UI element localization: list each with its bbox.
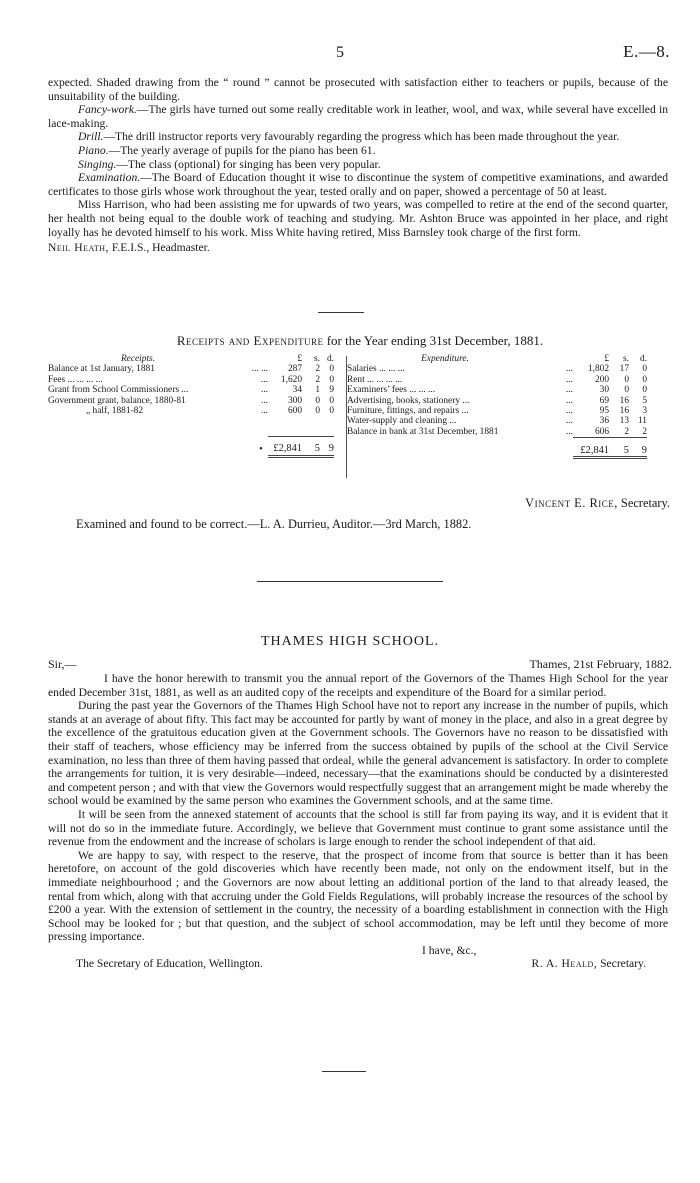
letter-addressee: The Secretary of Education, Wellington. [76,957,263,971]
expenditure-label: Water-supply and cleaning ... [347,416,457,427]
table-row [48,406,334,416]
table-row [48,385,334,395]
receipts-total-row: • £2,841 5 9 [259,443,334,456]
receipt-pence: 0 [329,374,334,385]
expenditure-total-pence: 9 [629,446,647,458]
leader-dots: ... ... [251,364,268,375]
receipt-shillings: 1 [315,385,320,396]
section-divider [322,1071,366,1072]
piano-paragraph [48,144,668,158]
expenditure-shillings: 17 [619,364,629,375]
drill-label: Drill. [78,130,104,144]
receipt-label: Fees ... ... ... ... [48,374,103,385]
receipt-pounds: 1,620 [280,374,302,385]
receipt-pence: 0 [329,395,334,406]
salutation: Sir,— [48,657,77,671]
receipts-total-pounds: £2,841 [268,444,302,456]
expenditure-total-row [347,446,647,458]
secretary-name: Vincent E. Rice, [525,496,618,510]
headmaster-name: Neil Heath, [48,241,109,255]
letter-signer-title: Secretary. [600,957,646,971]
expenditure-total-shillings: 5 [609,446,629,458]
receipts-total-pence: 9 [320,444,334,456]
examination-text: —The Board of Education thought it wise to discontinue the system of competitive examinations, and awarded certificates to those girls whose work throughout the year, tested orally and on paper, showed a percentage of 50 at least. [48,171,668,198]
accounts-title-rest: for the Year ending 31st December, 1881. [326,333,544,348]
fancy-work-text: —The girls have turned out some really creditable work in leather, wool, and wax, while several have excelled in lace-making. [48,103,668,130]
drill-paragraph [48,130,668,144]
secretary-signature [300,496,670,511]
expenditure-pence: 0 [642,385,647,396]
letter-paragraph: I have the honor herewith to transmit you the annual report of the Governors of the Thames High School for the year ended December 31st, 1881, as well as an audited copy of the receipts and expenditure of the Board for a similar period. [48,672,668,699]
receipt-pence: 9 [329,385,334,396]
leader-dots: ... [260,406,268,417]
expenditure-pounds: 69 [599,395,609,406]
receipt-label: „ half, 1881-82 [86,406,144,417]
leader-dots: ... [260,395,268,406]
report-paragraph: expected. Shaded drawing from the “ round ” cannot be prosecuted with satisfaction either to teachers or pupils, because of the unsuitability of the building. [48,76,668,103]
letter-signature [532,957,647,971]
currency-shillings: s. [314,354,320,364]
expenditure-label: Examiners’ fees ... ... ... [347,385,436,396]
letter-paragraph: We are happy to say, with respect to the reserve, that the prospect of income from that source is better than it has been heretofore, on account of the gold discoveries which have recently been made, not only on the endowment itself, but in the immediate neighbourhood ; and the Governors are now about letting an additional portion of the land to that already leased, the rental from which, along with that accruing under the Gold Fields Regulations, will probably increase the resources of the school by £200 a year. With the extension of settlement in the country, the necessity of a boarding establishment in connection with the High School may be looked for ; but that question, and the subject of school accommodation, may be left until they become of more pressing importance. [48,848,668,944]
piano-text: —The yearly average of pupils for the piano has been 61. [108,143,376,157]
letter-footer [48,957,668,971]
currency-pence: d. [639,354,647,364]
expenditure-pence: 5 [642,395,647,406]
receipts-total-shillings: 5 [302,444,320,456]
table-row [347,416,647,426]
expenditure-pence: 0 [642,364,647,375]
expenditure-pounds: 36 [599,416,609,427]
singing-text: —The class (optional) for singing has been very popular. [116,157,381,171]
expenditure-pounds: 30 [599,385,609,396]
expenditure-pence: 0 [642,374,647,385]
leader-dots: ... [565,374,573,385]
table-row [347,375,647,385]
leader-dots: ... [565,406,573,417]
expenditure-shillings: 16 [619,406,629,417]
receipts-heading: Receipts. [120,354,156,364]
headmaster-title: F.E.I.S., Headmaster. [111,241,210,255]
page-number: 5 [336,44,344,61]
receipt-pounds: 600 [287,406,302,417]
singing-paragraph [48,158,668,172]
expenditure-shillings: 0 [624,374,629,385]
letter-closing: I have, &c., [422,943,477,957]
fancy-work-paragraph [48,103,668,130]
expenditure-shillings: 13 [619,416,629,427]
leader-dots: ... [565,364,573,375]
section-divider [318,312,364,313]
receipt-shillings: 2 [315,374,320,385]
table-row [48,396,334,406]
auditor-statement: Examined and found to be correct.—L. A. Durrieu, Auditor.—3rd March, 1882. [76,517,472,531]
receipt-pence: 0 [329,364,334,375]
expenditure-shillings: 0 [624,385,629,396]
receipt-label: Balance at 1st January, 1881 [48,364,155,375]
leader-dots: ... [565,416,573,427]
expenditure-heading: Expenditure. [421,354,469,364]
drill-text: —The drill instructor reports very favourably regarding the progress which has been made throughout the year. [103,130,620,144]
headmaster-signature [48,241,668,255]
expenditure-shillings: 2 [624,426,629,437]
table-row [347,396,647,406]
table-row [347,364,647,374]
expenditure-pounds: 200 [594,374,609,385]
receipt-pounds: 287 [287,364,302,375]
expenditure-label: Balance in bank at 31st December, 1881 [347,427,499,438]
receipts-table [48,354,334,458]
expenditure-pounds: 606 [594,426,609,437]
letter-date: Thames, 21st February, 1882. [529,657,672,671]
piano-label: Piano. [78,143,109,157]
receipt-pence: 0 [329,406,334,417]
leader-dots: ... [565,385,573,396]
examination-paragraph [48,171,668,198]
receipt-shillings: 0 [315,395,320,406]
currency-pounds: £ [604,354,609,364]
table-row [347,406,647,416]
receipt-pounds: 34 [292,385,302,396]
receipt-shillings: 2 [315,364,320,375]
expenditure-pounds: 1,802 [587,364,609,375]
receipt-label: Government grant, balance, 1880-81 [48,395,186,406]
document-reference: E.—8. [623,42,670,61]
receipt-pounds: 300 [287,395,302,406]
expenditure-label: Advertising, books, stationery ... [347,395,470,406]
letter-body [48,672,668,971]
secretary-title: Secretary. [620,496,670,510]
leader-dots: ... [565,427,573,438]
letter-paragraph: During the past year the Governors of the Thames High School have not to report any increase in the number of pupils, which stands at an average of about fifty. This fact may be accounted for partly by want of money in the place, and also in a great degree by the excellence of the gratuitous education given at the Government schools. The Governors have no reason to be dissatisfied with their staff of teachers, whose efficiency may be inferred from the success obtained by pupils of the school at the Civil Service examination, no less than three of them having passed that ordeal, while the general advancement is satisfactory. In order to complete the arrangements for tuition, it is very desirable—indeed, necessary—that the examinations should be conducted by a disinterested and competent person ; and with that view the Governors would respectfully suggest that an arrangement might be made whereby the school would be examined by the same person who examines the Government schools, and at the same time. [48,699,668,808]
letter-paragraph: It will be seen from the annexed statement of accounts that the school is still far from paying its way, and it is evident that it will not do so in the immediate future. Accordingly, we believe that Government must continue to grant some assistance until the revenue from the endowment and the increase of scholars is large enough to render the school independent of that aid. [48,807,668,849]
expenditure-pence: 2 [642,426,647,437]
receipt-shillings: 0 [315,406,320,417]
singing-label: Singing. [78,157,117,171]
table-row [48,375,334,385]
currency-pounds: £ [297,354,302,364]
expenditure-header-row [347,354,647,364]
table-row [48,364,334,374]
receipts-header-row [48,354,334,364]
expenditure-label: Salaries ... ... ... [347,364,405,375]
expenditure-pounds: 95 [599,406,609,417]
expenditure-pence: 3 [642,406,647,417]
receipt-label: Grant from School Commissioners ... [48,385,189,396]
expenditure-label: Rent ... ... ... ... [347,374,403,385]
fancy-work-label: Fancy-work. [78,103,137,117]
expenditure-table [347,354,647,459]
table-row [347,427,647,438]
leader-dots: ... [565,395,573,406]
staff-paragraph: Miss Harrison, who had been assisting me for upwards of two years, was compelled to retire at the end of the second quarter, her health not being equal to the double work of teaching and studying. Mr. Ashton Bruce was appointed in her place, and right loyally has he devoted himself to his work. Miss White having retired, Miss Barnsley took charge of the first form. [48,198,668,239]
currency-shillings: s. [623,354,629,364]
report-section [48,76,668,255]
school-title: THAMES HIGH SCHOOL. [260,634,440,649]
letter-signer-name: R. A. Heald, [531,957,598,971]
accounts-title [100,333,620,349]
section-divider [257,581,443,582]
currency-pence: d. [326,354,334,364]
expenditure-pence: 11 [637,416,647,427]
examination-label: Examination. [78,171,141,185]
accounts-title-caps: Receipts and Expenditure [176,333,324,348]
expenditure-label: Furniture, fittings, and repairs ... [347,406,469,417]
leader-dots: ... [260,374,268,385]
expenditure-shillings: 16 [619,395,629,406]
leader-dots: ... [260,385,268,396]
expenditure-total-pounds: £2,841 [573,446,609,458]
table-row [347,385,647,395]
